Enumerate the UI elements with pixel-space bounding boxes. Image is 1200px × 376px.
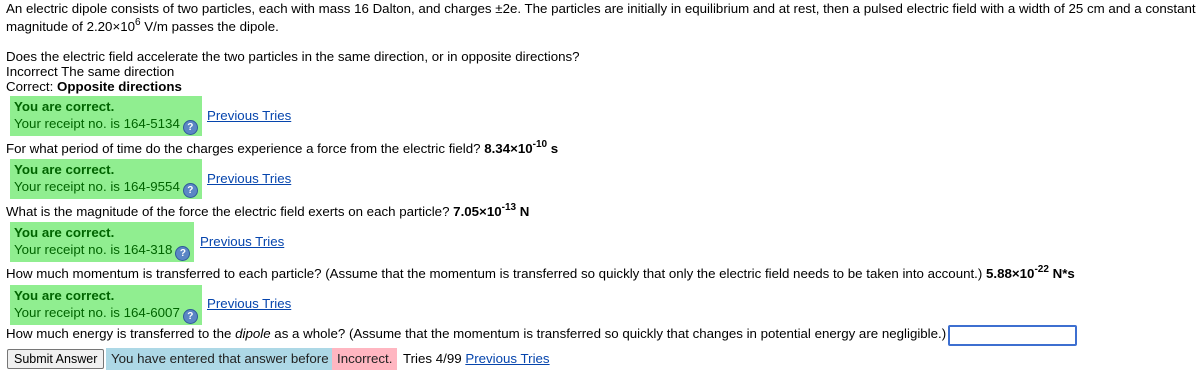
q4-answer-unit: N*s [1052, 266, 1075, 281]
q1-incorrect-choice: Incorrect The same direction [6, 64, 175, 79]
q4-status: You are correct. [14, 288, 115, 303]
q4-status-box [10, 285, 202, 325]
q3-answer [453, 204, 529, 219]
q1-receipt: Your receipt no. is 164-5134 [14, 116, 180, 131]
q3-status: You are correct. [14, 225, 115, 240]
q2-status-box [10, 159, 202, 199]
help-icon[interactable]: ? [183, 183, 198, 198]
q3-question-line [6, 202, 529, 221]
q4-question: How much momentum is transferred to each particle? (Assume that the momentum is transferred so quickly that only the electric field needs to be taken into account.) [6, 266, 983, 281]
q5-question-emphasis: dipole [235, 326, 271, 341]
submit-answer-button[interactable]: Submit Answer [7, 349, 104, 369]
problem-intro-line-2 [6, 17, 279, 36]
intro-text-end: V/m passes the dipole. [140, 19, 279, 34]
q5-question-end: as a whole? (Assume that the momentum is transferred so quickly that changes in potential energy are negligible.) [270, 326, 947, 341]
q1-question: Does the electric field accelerate the two particles in the same direction, or in opposite directions? [6, 49, 580, 64]
q1-receipt-line [14, 115, 198, 135]
q4-answer-base: 5.88×10 [986, 266, 1035, 281]
q3-answer-exponent: -13 [501, 202, 517, 213]
q3-status-box [10, 222, 194, 262]
q3-receipt: Your receipt no. is 164-318 [14, 242, 173, 257]
incorrect-badge: Incorrect. [332, 348, 397, 370]
q1-correct-prefix: Correct: [6, 79, 57, 94]
q2-answer-unit: s [550, 141, 559, 156]
help-icon[interactable]: ? [175, 246, 190, 261]
q2-previous-tries-link[interactable]: Previous Tries [207, 171, 292, 186]
q1-correct-choice [6, 77, 182, 96]
problem-intro-line-1: An electric dipole consists of two particles, each with mass 16 Dalton, and charges ±2e. The particles are initially in equilibrium and at rest, then a pulsed electric field with a width of 25 cm and a constant [6, 1, 1196, 16]
q5-tries-line [403, 348, 550, 370]
q4-answer-exponent: -22 [1034, 264, 1049, 275]
intro-exponent: 6 [135, 17, 141, 28]
q3-answer-unit: N [519, 204, 530, 219]
q4-answer [986, 266, 1075, 281]
q2-answer-exponent: -10 [532, 139, 548, 150]
q3-receipt-line [14, 241, 190, 261]
help-icon[interactable]: ? [183, 309, 198, 324]
q5-question-start: How much energy is transferred to the [6, 326, 236, 341]
q4-previous-tries-link[interactable]: Previous Tries [207, 296, 292, 311]
q3-question: What is the magnitude of the force the electric field exerts on each particle? [6, 204, 450, 219]
q5-previous-tries-link[interactable]: Previous Tries [465, 351, 550, 366]
q2-answer [484, 141, 558, 156]
already-entered-notice: You have entered that answer before [106, 348, 334, 370]
intro-text: magnitude of 2.20×10 [6, 19, 136, 34]
q5-answer-input[interactable] [948, 325, 1077, 346]
q3-previous-tries-link[interactable]: Previous Tries [200, 234, 285, 249]
q3-answer-base: 7.05×10 [453, 204, 502, 219]
q2-question: For what period of time do the charges experience a force from the electric field? [6, 141, 481, 156]
q2-receipt-line [14, 178, 198, 198]
q1-status: You are correct. [14, 99, 115, 114]
q5-question-line [6, 324, 946, 343]
q4-receipt-line [14, 304, 198, 324]
q2-receipt: Your receipt no. is 164-9554 [14, 179, 180, 194]
tries-count: Tries 4/99 [403, 351, 462, 366]
q1-correct-answer: Opposite directions [56, 79, 182, 94]
q4-receipt: Your receipt no. is 164-6007 [14, 305, 180, 320]
q1-status-box [10, 96, 202, 136]
q2-question-line [6, 139, 558, 158]
q4-question-line [6, 264, 1075, 283]
q2-status: You are correct. [14, 162, 115, 177]
q2-answer-base: 8.34×10 [484, 141, 533, 156]
help-icon[interactable]: ? [183, 120, 198, 135]
q1-previous-tries-link[interactable]: Previous Tries [207, 108, 292, 123]
